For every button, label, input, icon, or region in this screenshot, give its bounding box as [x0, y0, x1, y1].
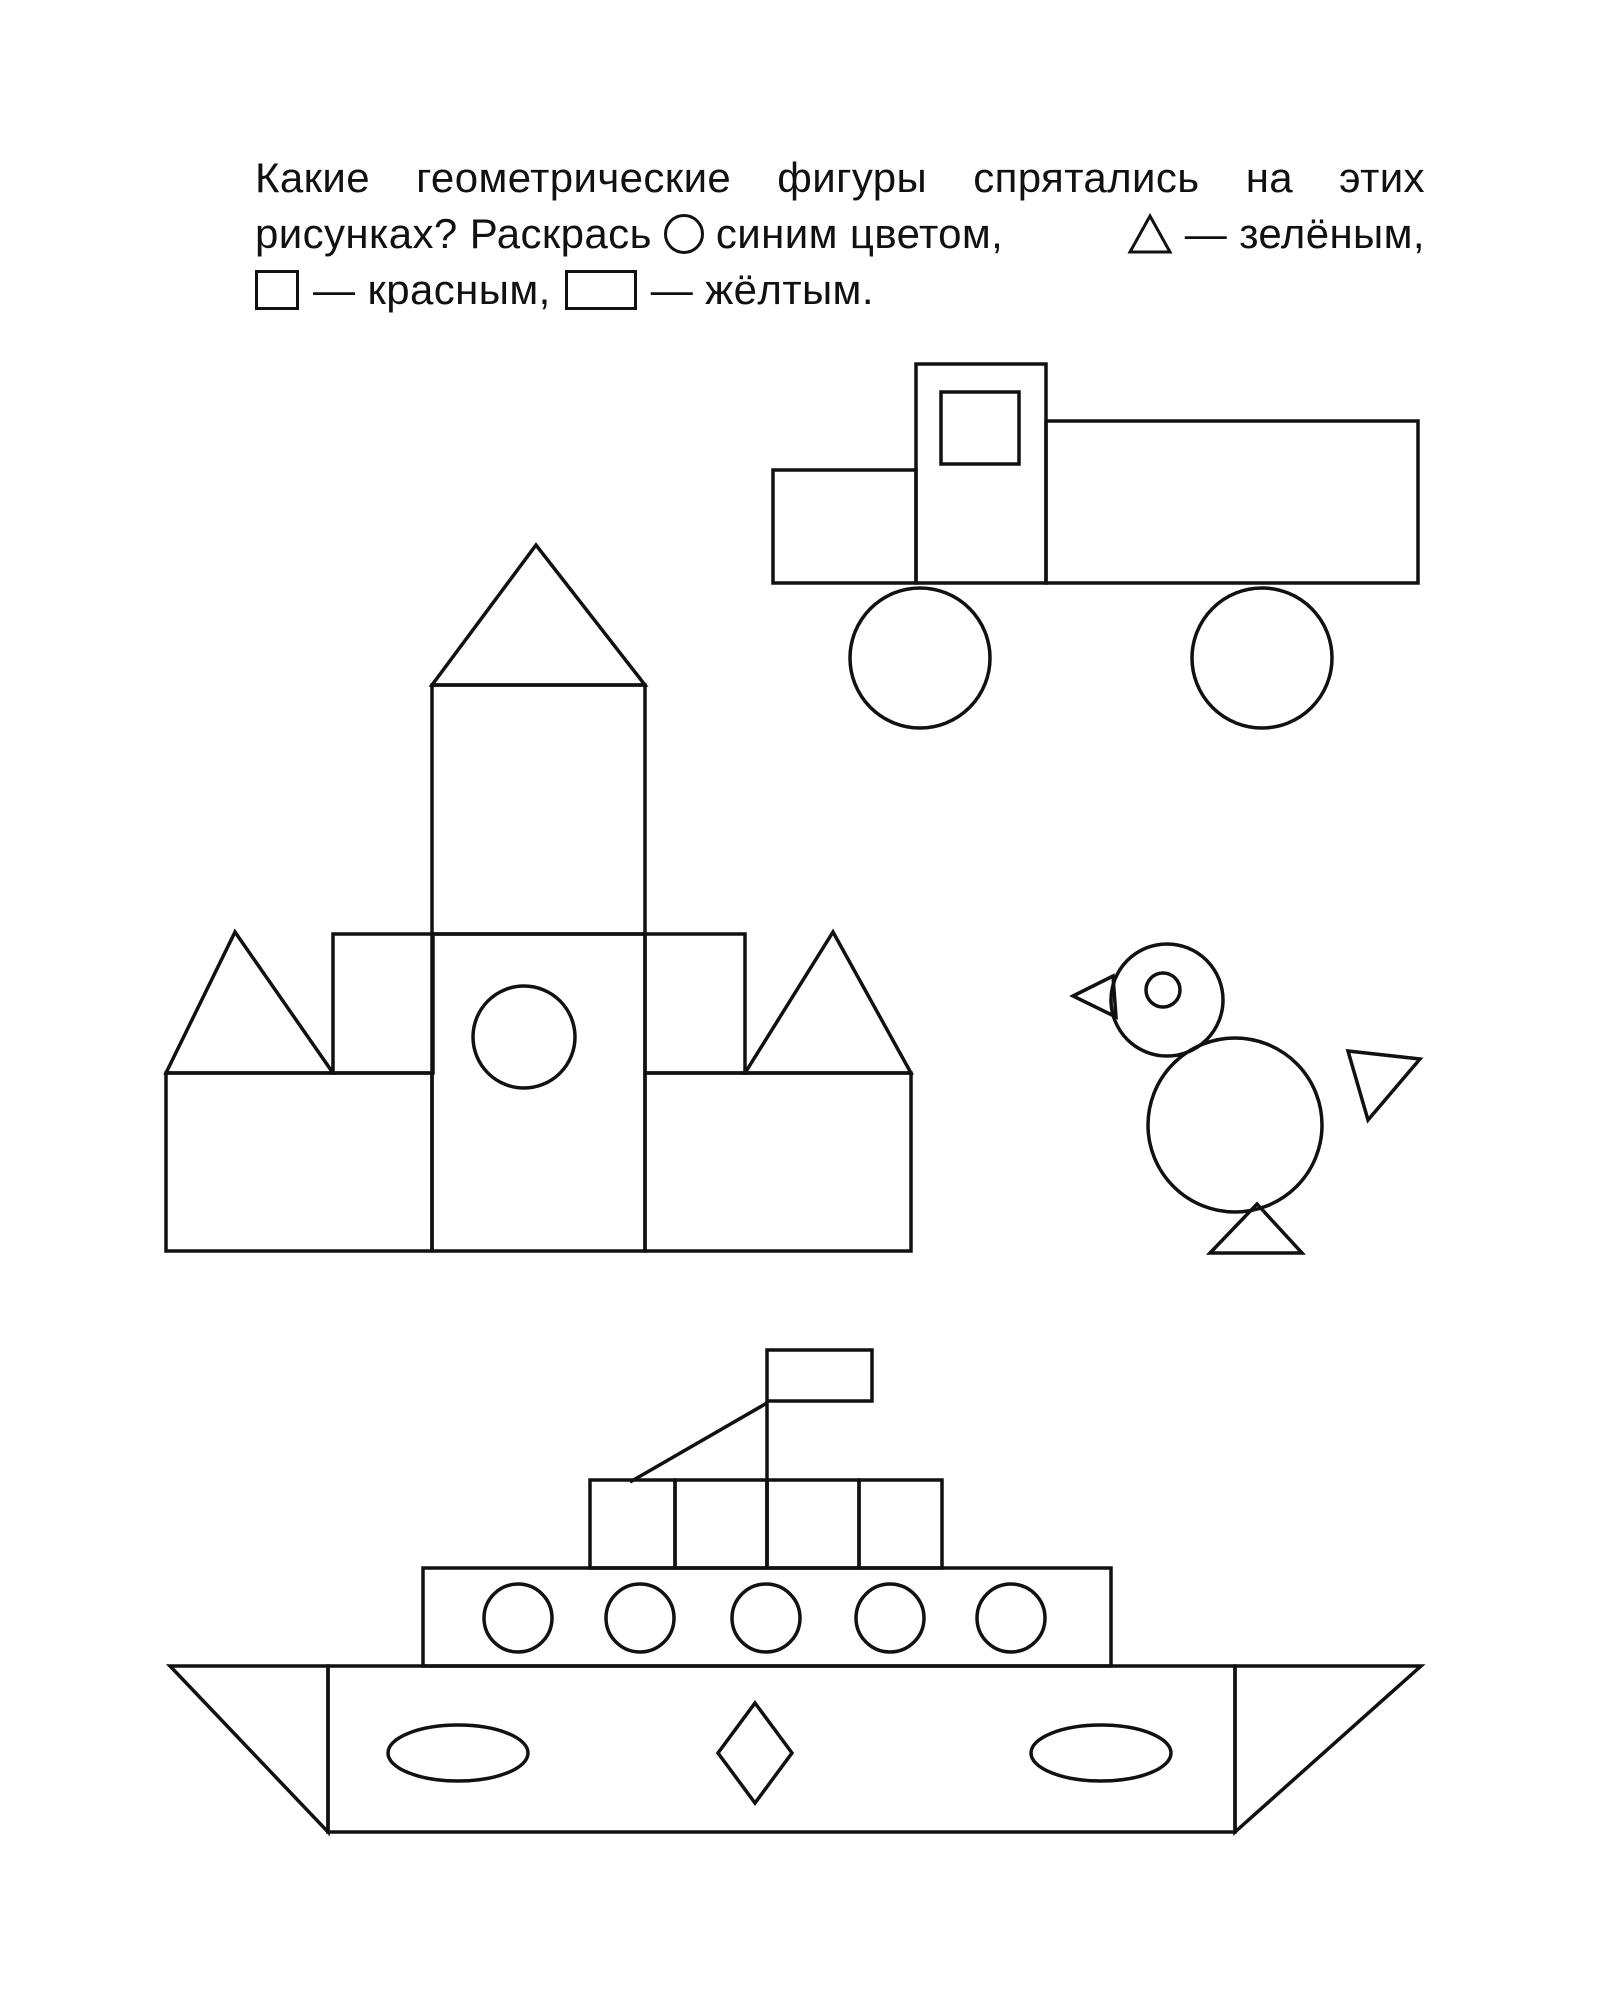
ship-stern [1235, 1666, 1421, 1832]
castle-tower-spire [432, 545, 645, 685]
task-word: на [1245, 154, 1294, 201]
ship-picture [170, 1350, 1421, 1832]
castle-picture [166, 545, 911, 1251]
ship-porthole [484, 1584, 552, 1652]
castle-right-roof [745, 932, 911, 1073]
truck-window [941, 392, 1019, 464]
truck-hood [773, 470, 916, 583]
task-word: фигуры [777, 154, 928, 201]
castle-round-window [473, 986, 575, 1088]
ship-porthole [732, 1584, 800, 1652]
ship-flag-rope [630, 1403, 767, 1482]
truck-body [1046, 421, 1418, 583]
chick-eye [1146, 973, 1180, 1007]
chick-tail [1348, 1051, 1420, 1120]
ship-porthole [606, 1584, 674, 1652]
castle-left-block [166, 1073, 432, 1251]
castle-right-block [645, 1073, 911, 1251]
ship-hull-oval [1031, 1725, 1171, 1781]
ship-hull [328, 1666, 1235, 1832]
ship-cabin-3 [767, 1480, 859, 1568]
castle-tower [432, 685, 645, 934]
truck-picture [773, 364, 1418, 728]
task-text-start: рисунках? Раскрась [255, 210, 652, 257]
ship-porthole [977, 1584, 1045, 1652]
square-color-label: — красным, [313, 266, 551, 313]
task-word: геометрические [416, 154, 732, 201]
ship-hull-oval [388, 1725, 528, 1781]
ship-hull-diamond [718, 1703, 792, 1803]
task-word: этих [1339, 154, 1425, 201]
chick-head [1111, 944, 1223, 1056]
castle-left-wall [333, 934, 433, 1073]
circle-color-label: синим цветом, [715, 210, 1004, 257]
ship-cabin-1 [590, 1480, 675, 1568]
castle-left-roof [166, 932, 333, 1073]
castle-center-block [432, 934, 645, 1251]
ship-cabin-2 [675, 1480, 767, 1568]
truck-cabin [916, 364, 1046, 583]
truck-rear-wheel [1192, 588, 1332, 728]
truck-front-wheel [850, 588, 990, 728]
castle-right-wall [645, 934, 745, 1073]
triangle-color-label: — зелёным, [1184, 210, 1425, 257]
rectangle-color-label: — жёлтым. [650, 266, 874, 313]
ship-flag [767, 1350, 872, 1401]
task-word: Какие [255, 154, 371, 201]
ship-bow [170, 1666, 328, 1832]
chick-body [1148, 1038, 1322, 1212]
ship-cabin-4 [859, 1480, 942, 1568]
ship-porthole [856, 1584, 924, 1652]
chick-picture [1073, 944, 1420, 1253]
task-word: спрятались [973, 154, 1200, 201]
